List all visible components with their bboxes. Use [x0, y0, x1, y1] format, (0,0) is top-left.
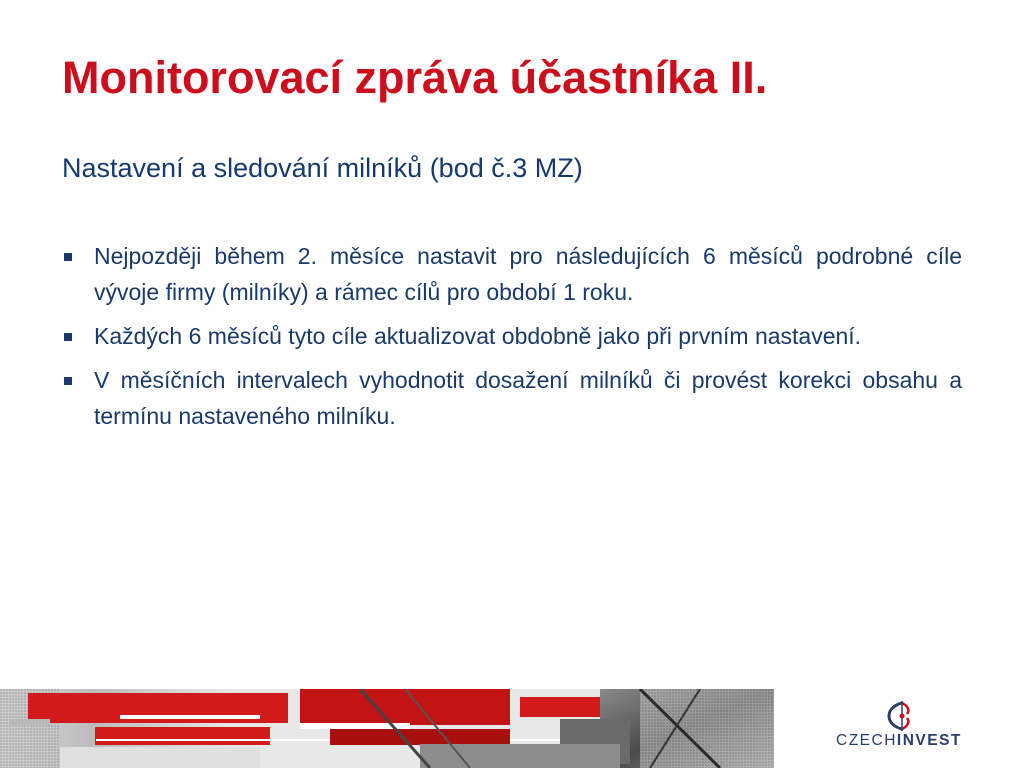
logo-text-czech: CZECH	[836, 732, 897, 749]
square-bullet-icon	[64, 333, 72, 341]
bullet-item	[62, 318, 962, 354]
square-bullet-icon	[64, 377, 72, 385]
bullet-list	[62, 238, 962, 442]
footer-collage-graphic	[0, 689, 774, 768]
bullet-text: Nejpozději během 2. měsíce nastavit pro následujících 6 měsíců podrobné cíle vývoje firmy (milníky) a rámec cílů pro období 1 roku.	[94, 243, 962, 305]
czechinvest-logo	[836, 700, 966, 755]
bullet-item	[62, 238, 962, 310]
bullet-text: V měsíčních intervalech vyhodnotit dosažení milníků či provést korekci obsahu a termínu nastaveného milníku.	[94, 367, 962, 429]
slide-subtitle: Nastavení a sledování milníků (bod č.3 MZ)	[62, 153, 583, 183]
czechinvest-emblem-icon	[880, 700, 924, 732]
footer-banner-image	[0, 689, 774, 768]
slide-title: Monitorovací zpráva účastníka II.	[62, 52, 768, 103]
bullet-text: Každých 6 měsíců tyto cíle aktualizovat obdobně jako při prvním nastavení.	[94, 323, 862, 349]
logo-text-invest: INVEST	[896, 732, 962, 749]
bullet-item	[62, 362, 962, 434]
square-bullet-icon	[64, 253, 72, 261]
logo-wordmark	[836, 732, 962, 750]
